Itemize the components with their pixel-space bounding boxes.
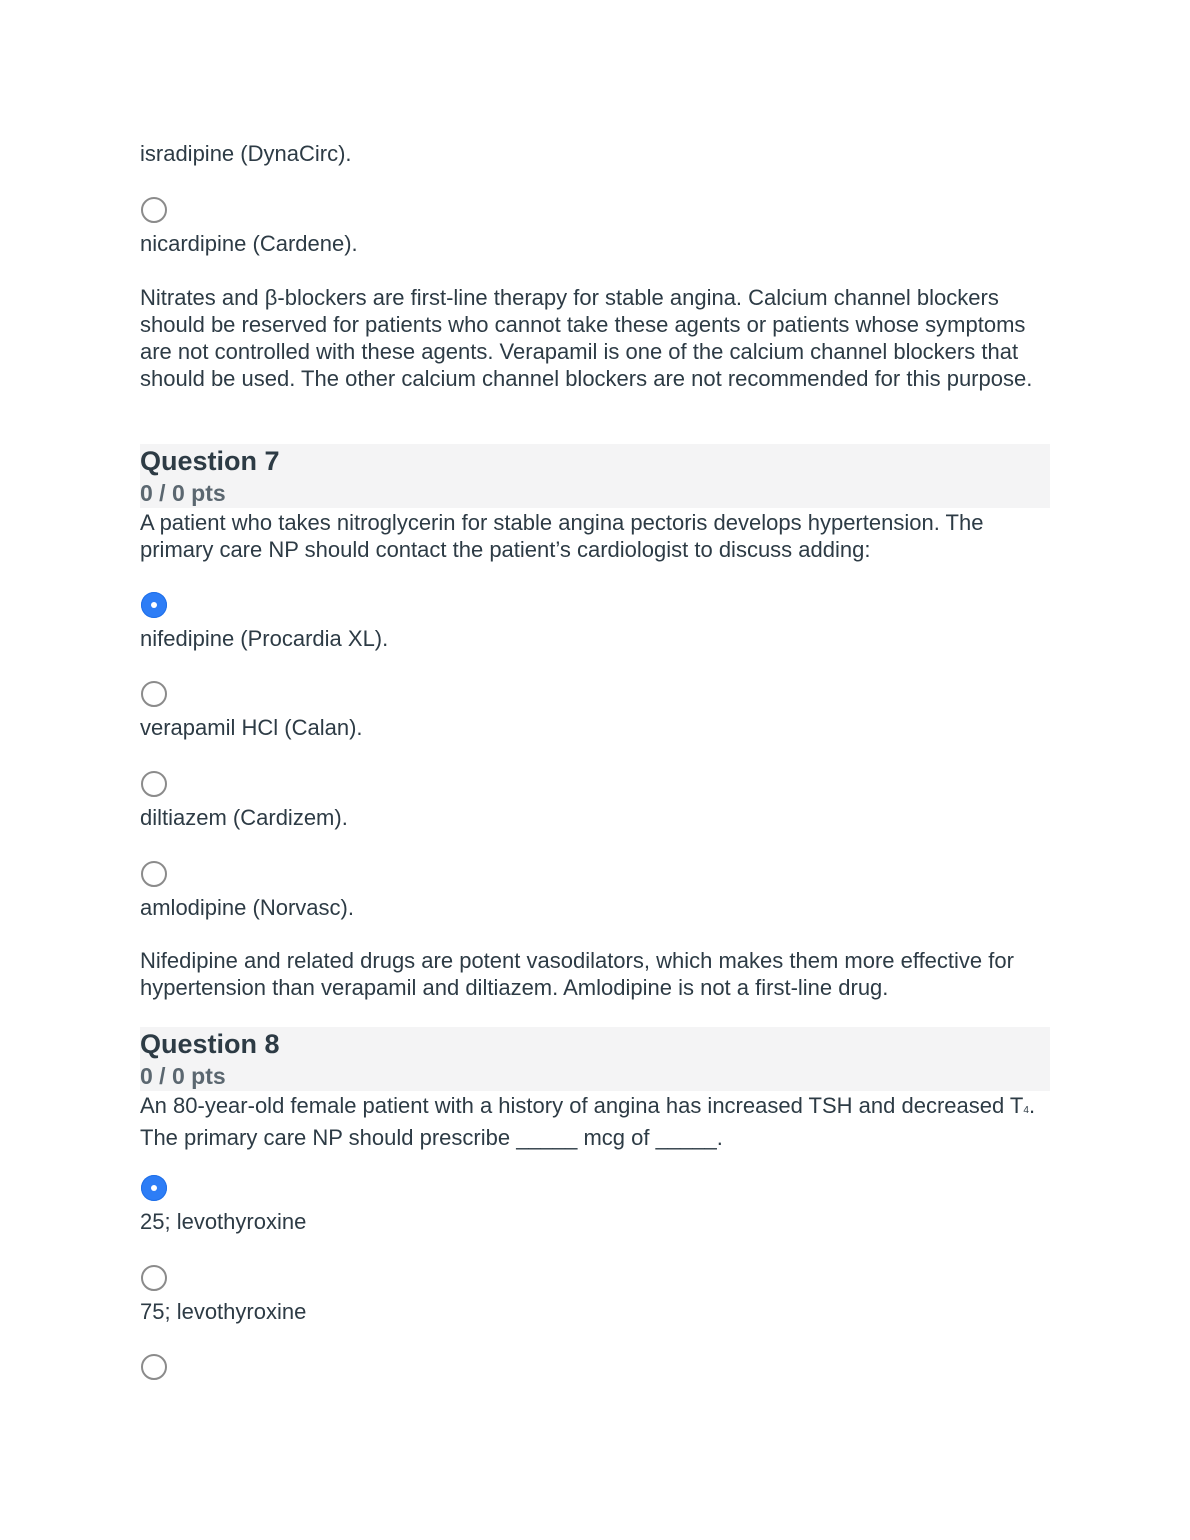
radio-button[interactable]	[141, 771, 167, 797]
radio-button[interactable]	[141, 197, 167, 223]
prompt-text: . The primary care NP should prescribe _____ mcg of _____.	[140, 1093, 1036, 1150]
question-title: Question 7	[140, 446, 280, 476]
question-prompt	[140, 1092, 1040, 1151]
answer-label: amlodipine (Norvasc).	[140, 895, 354, 920]
answer-explanation: Nifedipine and related drugs are potent vasodilators, which makes them more effective for hypertension than verapamil and diltiazem. Amlodipine is not a first-line drug.	[140, 948, 1014, 1000]
question-points: 0 / 0 pts	[140, 1063, 226, 1089]
radio-button[interactable]	[141, 681, 167, 707]
answer-label: diltiazem (Cardizem).	[140, 805, 348, 830]
answer-explanation: Nitrates and β-blockers are first-line therapy for stable angina. Calcium channel blockers should be reserved for patients who cannot take these agents or patients whose symptoms are not controlled with these agents. Verapamil is one of the calcium channel blockers that should be used. The other calcium channel blockers are not recommended for this purpose.	[140, 285, 1033, 391]
answer-label: nicardipine (Cardene).	[140, 231, 358, 256]
answer-label: verapamil HCl (Calan).	[140, 715, 363, 740]
prompt-subscript: 4	[1023, 1105, 1029, 1116]
radio-button[interactable]	[141, 1354, 167, 1380]
question-prompt: A patient who takes nitroglycerin for stable angina pectoris develops hypertension. The primary care NP should contact the patient’s cardiologist to discuss adding:	[140, 510, 984, 562]
radio-button[interactable]	[141, 861, 167, 887]
answer-label: 25; levothyroxine	[140, 1209, 307, 1234]
radio-button-selected[interactable]	[141, 1175, 167, 1201]
question-header	[140, 444, 1050, 508]
answer-label: nifedipine (Procardia XL).	[140, 626, 389, 651]
answer-label: 75; levothyroxine	[140, 1299, 307, 1324]
answer-label: isradipine (DynaCirc).	[140, 141, 352, 166]
prompt-text: An 80-year-old female patient with a history of angina has increased TSH and decreased T	[140, 1093, 1024, 1118]
question-points: 0 / 0 pts	[140, 480, 226, 506]
radio-button[interactable]	[141, 1265, 167, 1291]
radio-button-selected[interactable]	[141, 592, 167, 618]
question-header	[140, 1027, 1050, 1091]
question-title: Question 8	[140, 1029, 280, 1059]
